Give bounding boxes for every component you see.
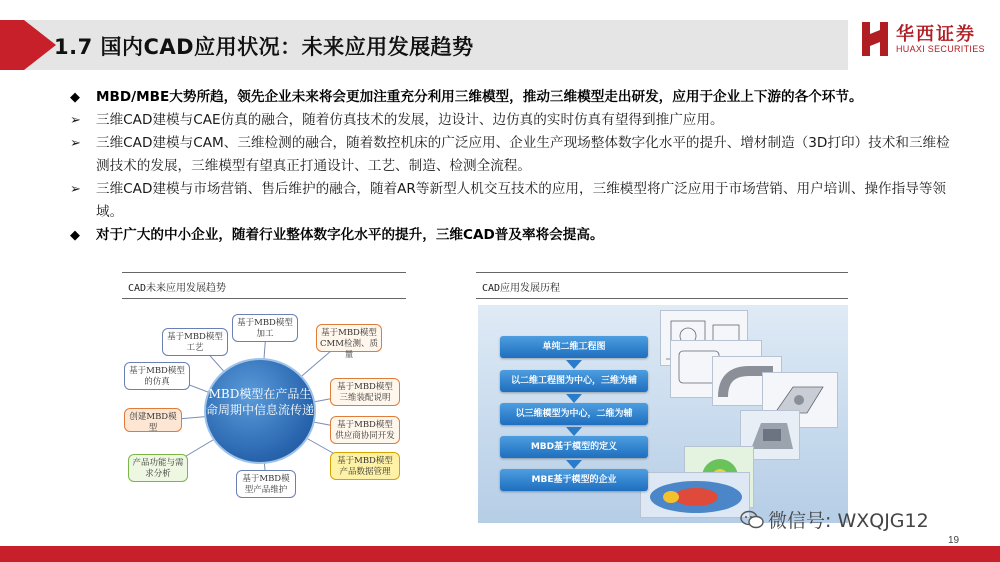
engine-model-icon xyxy=(641,473,751,519)
diagram-node: 产品功能与需求分析 xyxy=(128,454,188,482)
diamond-bullet-icon: ◆ xyxy=(70,90,80,105)
cad-model-image xyxy=(640,472,750,518)
right-figure-title: CAD应用发展历程 xyxy=(482,283,561,294)
arrow-bullet-icon: ➢ xyxy=(70,182,81,197)
logo-text-en: HUAXI SECURITIES xyxy=(896,44,985,54)
down-arrow-icon xyxy=(566,394,582,403)
diagram-node: 创建MBD模型 xyxy=(124,408,182,432)
diagram-node: 基于MBD模型产品维护 xyxy=(236,470,296,498)
process-step: 单纯二维工程图 xyxy=(500,336,648,358)
wechat-icon xyxy=(740,510,764,530)
footer-bar xyxy=(0,546,1000,562)
process-step: MBD基于模型的定义 xyxy=(500,436,648,458)
bullet-text: 三维CAD建模与CAM、三维检测的融合，随着数控机床的广泛应用、企业生产现场整体数字化水平的提升、增材制造（3D打印）技术和三维检测技术的发展，三维模型有望真正打通设计、工艺、制造、检测全流程。 xyxy=(96,135,950,174)
wechat-watermark: 微信号: WXQJG12 xyxy=(768,510,929,532)
diagram-center-node: MBD模型在产品生命周期中信息流传递 xyxy=(204,358,316,464)
down-arrow-icon xyxy=(566,360,582,369)
down-arrow-icon xyxy=(566,427,582,436)
bullet-text: 三维CAD建模与市场营销、售后维护的融合，随着AR等新型人机交互技术的应用，三维模型将广泛应用于市场营销、用户培训、操作指导等领域。 xyxy=(96,181,947,220)
diagram-node: 基于MBD模型产品数据管理 xyxy=(330,452,400,480)
arrow-bullet-icon: ➢ xyxy=(70,136,81,151)
page-number: 19 xyxy=(948,535,960,546)
diagram-node: 基于MBD模型供应商协同开发 xyxy=(330,416,400,444)
down-arrow-icon xyxy=(566,460,582,469)
page-title: 1.7 国内CAD应用状况：未来应用发展趋势 xyxy=(54,35,474,59)
arrow-bullet-icon: ➢ xyxy=(70,113,81,128)
diagram-node: 基于MBD模型CMM检测、质量 xyxy=(316,324,382,352)
diagram-node: 基于MBD模型三维装配说明 xyxy=(330,378,400,406)
process-step: 以三维模型为中心，二维为辅 xyxy=(500,403,648,425)
process-step: MBE基于模型的企业 xyxy=(500,469,648,491)
diagram-node: 基于MBD模型工艺 xyxy=(162,328,228,356)
bullet-text: MBD/MBE大势所趋，领先企业未来将会更加注重充分利用三维模型，推动三维模型走出研发，应用于企业上下游的各个环节。 xyxy=(96,89,863,105)
diamond-bullet-icon: ◆ xyxy=(70,228,80,243)
logo-text-cn: 华西证券 xyxy=(896,24,976,45)
figure-rule-top xyxy=(476,272,848,273)
figure-rule-bottom xyxy=(476,298,848,299)
left-figure-title: CAD未来应用发展趋势 xyxy=(128,283,227,294)
diagram-node: 基于MBD模型加工 xyxy=(232,314,298,342)
bullet-text: 三维CAD建模与CAE仿真的融合，随着仿真技术的发展，边设计、边仿真的实时仿真有望得到推广应用。 xyxy=(96,112,724,128)
process-step: 以二维工程图为中心，三维为辅 xyxy=(500,370,648,392)
bullet-text: 对于广大的中小企业，随着行业整体数字化水平的提升，三维CAD普及率将会提高。 xyxy=(96,227,604,243)
diagram-node: 基于MBD模型的仿真 xyxy=(124,362,190,390)
